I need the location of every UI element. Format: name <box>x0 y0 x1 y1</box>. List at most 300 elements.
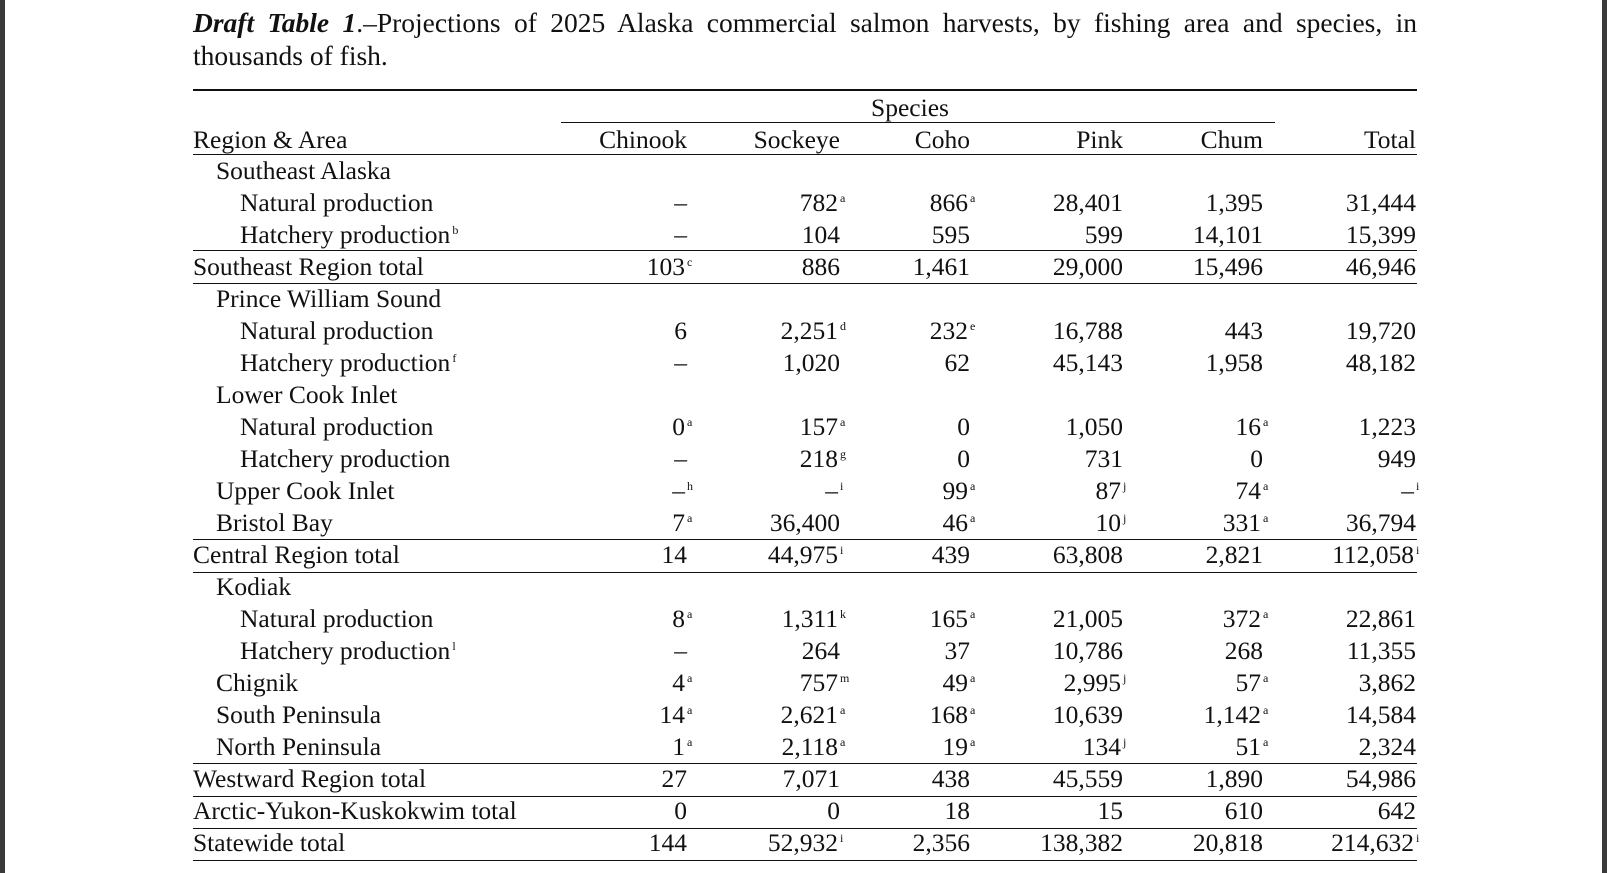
cell-value: 1,395 <box>1205 188 1263 217</box>
cell-sockeye <box>700 763 840 795</box>
cell-value: 27 <box>661 764 687 793</box>
cell-value: 1,142 <box>1203 700 1261 729</box>
cell-value: 134 <box>1082 732 1121 761</box>
cell-value: 54,986 <box>1345 764 1416 793</box>
cell-value: 1,461 <box>912 252 970 281</box>
row-label <box>216 571 291 603</box>
cell-value: 268 <box>1224 636 1263 665</box>
row-label <box>216 507 333 539</box>
cell-coho: 168 a <box>929 700 976 729</box>
row-label-text: Kodiak <box>216 572 292 601</box>
cell-chum: 74 a <box>1235 476 1269 505</box>
cell-sockeye: 52,932 i <box>767 828 844 857</box>
cell-value: 14 <box>659 700 685 729</box>
cell-value: 599 <box>1084 220 1123 249</box>
cell-value: 144 <box>648 828 687 857</box>
cell-coho: 19 a <box>942 732 976 761</box>
cell-chinook <box>547 219 687 251</box>
row-label-text: Statewide total <box>193 828 346 857</box>
cell-value: 642 <box>1377 796 1416 825</box>
cell-coho: 46 a <box>942 508 976 537</box>
cell-total <box>1276 251 1416 283</box>
cell-chinook: 4 a <box>672 668 693 697</box>
row-label: Hatchery production b <box>240 220 459 249</box>
cell-total: 214,632 i <box>1331 828 1420 857</box>
cell-value: 36,400 <box>769 508 840 537</box>
cell-pink <box>983 763 1123 795</box>
cell-value: 99 <box>942 476 968 505</box>
row-label-text: North Peninsula <box>216 732 382 761</box>
cell-chinook <box>547 315 687 347</box>
row-label-text: Bristol Bay <box>216 508 333 537</box>
cell-value: 6 <box>674 316 687 345</box>
cell-sockeye: 2,251 d <box>780 316 846 345</box>
cell-value: 14 <box>661 540 687 569</box>
cell-value: 51 <box>1235 732 1261 761</box>
cell-value: 7 <box>672 508 685 537</box>
cell-value: 439 <box>931 540 970 569</box>
cell-value: 1,958 <box>1205 348 1263 377</box>
row-label-text: Central Region total <box>193 540 400 569</box>
cell-value: 10,639 <box>1052 700 1123 729</box>
cell-value: 218 <box>799 444 838 473</box>
cell-chinook: 14 a <box>659 700 693 729</box>
cell-value: – <box>674 220 687 249</box>
cell-value: 3,862 <box>1358 668 1416 697</box>
cell-coho <box>830 411 970 443</box>
row-label: Hatchery production f <box>240 348 457 377</box>
row-label <box>216 667 298 699</box>
cell-value: 45,143 <box>1052 348 1123 377</box>
cell-value: 0 <box>674 796 687 825</box>
cell-value: 103 <box>646 252 685 281</box>
cell-value: 1,050 <box>1065 412 1123 441</box>
rule-before-southeast-total <box>193 250 1417 251</box>
header-coho: Coho <box>914 125 970 154</box>
cell-chum: 331 a <box>1222 508 1269 537</box>
cell-pink <box>983 347 1123 379</box>
row-label <box>216 731 381 763</box>
cell-total <box>1276 315 1416 347</box>
cell-value: 20,818 <box>1192 828 1263 857</box>
table-row <box>0 187 1607 219</box>
cell-chum: 1,142 a <box>1203 700 1269 729</box>
cell-chinook <box>547 827 687 859</box>
cell-total <box>1276 795 1416 827</box>
table-row <box>0 699 1607 731</box>
cell-value: 443 <box>1224 316 1263 345</box>
cell-total <box>1276 347 1416 379</box>
cell-total: – i <box>1401 476 1420 505</box>
row-label-text: Hatchery production <box>240 348 451 377</box>
header-region-area: Region & Area <box>193 125 348 154</box>
cell-value: 0 <box>957 444 970 473</box>
cell-value: 10 <box>1095 508 1121 537</box>
cell-pink <box>983 411 1123 443</box>
table-total-row <box>0 539 1607 571</box>
cell-chinook: 0 a <box>672 412 693 441</box>
cell-value: 10,786 <box>1052 636 1123 665</box>
cell-value: 11,355 <box>1346 636 1416 665</box>
table-total-row <box>0 251 1607 283</box>
cell-value: 1,223 <box>1358 412 1416 441</box>
cell-pink <box>983 795 1123 827</box>
cell-chum <box>1123 635 1263 667</box>
cell-value: 2,621 <box>780 700 838 729</box>
cell-value: 2,821 <box>1205 540 1263 569</box>
cell-sockeye: 218 g <box>799 444 846 473</box>
header-total: Total <box>1363 125 1416 154</box>
top-rule <box>193 89 1417 91</box>
row-label <box>216 699 381 731</box>
cell-value: 14,101 <box>1192 220 1263 249</box>
row-label: Hatchery production l <box>240 636 456 665</box>
cell-chum: 16 a <box>1235 412 1269 441</box>
cell-value: 157 <box>799 412 838 441</box>
cell-chum <box>1123 347 1263 379</box>
cell-value: 2,356 <box>912 828 970 857</box>
cell-value: 16 <box>1235 412 1261 441</box>
cell-value: 63,808 <box>1052 540 1123 569</box>
cell-value: – <box>674 188 687 217</box>
table-row <box>0 379 1607 411</box>
cell-coho <box>830 443 970 475</box>
row-label <box>216 379 397 411</box>
cell-value: 15 <box>1097 796 1123 825</box>
row-label-text: Chignik <box>216 668 299 697</box>
cell-chum: 57 a <box>1235 668 1269 697</box>
table-total-row <box>0 795 1607 827</box>
table-row <box>0 731 1607 763</box>
cell-coho: 99 a <box>942 476 976 505</box>
cell-value: 29,000 <box>1052 252 1123 281</box>
table-row <box>0 571 1607 603</box>
cell-value: 1,020 <box>782 348 840 377</box>
row-label-text: Hatchery production <box>240 220 451 249</box>
cell-total <box>1276 635 1416 667</box>
cell-value: 19 <box>942 732 968 761</box>
row-label <box>193 795 517 827</box>
cell-value: 438 <box>931 764 970 793</box>
header-chum: Chum <box>1200 125 1263 154</box>
cell-value: 4 <box>672 668 685 697</box>
cell-value: 18 <box>944 796 970 825</box>
cell-chinook <box>547 187 687 219</box>
cell-sockeye: 2,118 a <box>781 732 846 761</box>
table-row <box>0 443 1607 475</box>
cell-chum <box>1123 795 1263 827</box>
cell-value: – <box>825 476 838 505</box>
row-label-text: Westward Region total <box>193 764 427 793</box>
cell-value: – <box>674 348 687 377</box>
table-row <box>0 635 1607 667</box>
cell-chum: 51 a <box>1235 732 1269 761</box>
row-label-text: Southeast Alaska <box>216 156 391 185</box>
row-label-text: Upper Cook Inlet <box>216 476 395 505</box>
rule-after-central-total <box>193 572 1417 573</box>
cell-value: 595 <box>931 220 970 249</box>
cell-total <box>1276 763 1416 795</box>
cell-coho: 866 a <box>929 188 976 217</box>
cell-pink: 2,995 j <box>1063 668 1127 697</box>
cell-value: – <box>1401 476 1414 505</box>
cell-value: 731 <box>1084 444 1123 473</box>
cell-value: 31,444 <box>1345 188 1416 217</box>
cell-chum <box>1123 187 1263 219</box>
cell-chinook <box>547 763 687 795</box>
cell-coho: 49 a <box>942 668 976 697</box>
cell-coho <box>830 763 970 795</box>
cell-sockeye <box>700 251 840 283</box>
cell-value: 168 <box>929 700 968 729</box>
cell-sockeye: 157 a <box>799 412 846 441</box>
table-row <box>0 603 1607 635</box>
cell-value: 37 <box>944 636 970 665</box>
table-row <box>0 219 1607 251</box>
cell-chinook: 7 a <box>672 508 693 537</box>
row-label <box>240 603 433 635</box>
cell-pink <box>983 443 1123 475</box>
table-row <box>0 155 1607 187</box>
row-label-text: Prince William Sound <box>216 284 442 313</box>
rule-after-ayk-total <box>193 828 1417 829</box>
cell-chum <box>1123 827 1263 859</box>
cell-pink <box>983 315 1123 347</box>
cell-coho <box>830 251 970 283</box>
cell-coho: 232 e <box>929 316 976 345</box>
row-label-text: Southeast Region total <box>193 252 424 281</box>
cell-value: 886 <box>801 252 840 281</box>
table-total-row <box>0 763 1607 795</box>
cell-pink <box>983 251 1123 283</box>
cell-value: – <box>674 636 687 665</box>
cell-value: 49 <box>942 668 968 697</box>
cell-value: – <box>674 444 687 473</box>
cell-chum <box>1123 251 1263 283</box>
cell-coho <box>830 347 970 379</box>
cell-total <box>1276 219 1416 251</box>
row-label-text: Natural production <box>240 412 434 441</box>
cell-value: 62 <box>944 348 970 377</box>
cell-total <box>1276 411 1416 443</box>
row-label-text: Arctic-Yukon-Kuskokwim total <box>193 796 517 825</box>
cell-chinook <box>547 795 687 827</box>
row-label <box>240 411 433 443</box>
cell-value: 949 <box>1377 444 1416 473</box>
cell-value: 45,559 <box>1052 764 1123 793</box>
row-label <box>216 283 441 315</box>
cell-value: 8 <box>672 604 685 633</box>
cell-value: 0 <box>1250 444 1263 473</box>
table-total-row <box>0 827 1607 859</box>
row-label <box>193 763 426 795</box>
cell-value: 74 <box>1235 476 1261 505</box>
row-label-text: South Peninsula <box>216 700 382 729</box>
table-row <box>0 507 1607 539</box>
cell-coho <box>830 827 970 859</box>
row-label-text: Natural production <box>240 604 434 633</box>
cell-value: 0 <box>672 412 685 441</box>
cell-sockeye: 782 a <box>799 188 846 217</box>
cell-total <box>1276 443 1416 475</box>
cell-sockeye <box>700 507 840 539</box>
cell-pink: 134 j <box>1082 732 1127 761</box>
cell-total <box>1276 187 1416 219</box>
cell-value: 36,794 <box>1345 508 1416 537</box>
table-label: Draft Table 1 <box>193 7 357 38</box>
cell-sockeye: 2,621 a <box>780 700 846 729</box>
cell-value: 2,251 <box>780 316 838 345</box>
cell-value: 104 <box>801 220 840 249</box>
cell-value: 28,401 <box>1052 188 1123 217</box>
row-label-text: Hatchery production <box>240 444 451 473</box>
rule-after-westward-total <box>193 796 1417 797</box>
cell-value: 57 <box>1235 668 1261 697</box>
cell-sockeye: 1,311 k <box>781 604 846 633</box>
bottom-rule <box>193 860 1417 861</box>
row-label <box>193 251 424 283</box>
cell-pink <box>983 827 1123 859</box>
cell-value: 782 <box>799 188 838 217</box>
cell-value: 1,311 <box>781 604 838 633</box>
cell-chinook <box>547 347 687 379</box>
header-sockeye: Sockeye <box>753 125 840 154</box>
cell-value: 44,975 <box>767 540 838 569</box>
row-label <box>193 827 345 859</box>
cell-chinook <box>547 443 687 475</box>
cell-value: 46,946 <box>1345 252 1416 281</box>
table-row <box>0 411 1607 443</box>
cell-chinook: 8 a <box>672 604 693 633</box>
cell-coho <box>830 219 970 251</box>
header-chinook: Chinook <box>599 125 687 154</box>
cell-chinook <box>547 635 687 667</box>
species-spanner-header: Species <box>871 93 949 122</box>
cell-value: 165 <box>929 604 968 633</box>
table-row <box>0 347 1607 379</box>
cell-sockeye <box>700 347 840 379</box>
row-label <box>240 187 433 219</box>
rule-before-central-total <box>193 539 1417 540</box>
cell-chum <box>1123 539 1263 571</box>
cell-coho: 165 a <box>929 604 976 633</box>
cell-chum: 372 a <box>1222 604 1269 633</box>
cell-sockeye: – i <box>825 476 844 505</box>
table-row <box>0 315 1607 347</box>
cell-value: 7,071 <box>782 764 840 793</box>
row-label-text: Natural production <box>240 188 434 217</box>
cell-value: 2,324 <box>1358 732 1416 761</box>
cell-chum <box>1123 763 1263 795</box>
cell-sockeye: 757 m <box>799 668 850 697</box>
table-row <box>0 283 1607 315</box>
cell-sockeye: 44,975 i <box>767 540 844 569</box>
cell-total: 112,058 i <box>1332 540 1420 569</box>
cell-value: 15,496 <box>1192 252 1263 281</box>
cell-sockeye <box>700 795 840 827</box>
cell-pink <box>983 699 1123 731</box>
cell-pink: 10 j <box>1095 508 1127 537</box>
rule-before-westward-total <box>193 763 1417 764</box>
cell-value: 2,118 <box>781 732 838 761</box>
cell-pink <box>983 219 1123 251</box>
cell-value: 19,720 <box>1345 316 1416 345</box>
cell-chinook <box>547 539 687 571</box>
cell-value: 46 <box>942 508 968 537</box>
cell-sockeye <box>700 219 840 251</box>
cell-value: 21,005 <box>1052 604 1123 633</box>
row-label <box>193 539 400 571</box>
cell-value: 866 <box>929 188 968 217</box>
cell-value: 22,861 <box>1345 604 1416 633</box>
caption-text: .–Projections of 2025 Alaska commercial salmon harvests, by fishing area and species, in thousands of fish. <box>193 7 1417 71</box>
cell-value: 112,058 <box>1332 540 1414 569</box>
row-label-text: Hatchery production <box>240 636 451 665</box>
cell-total <box>1276 507 1416 539</box>
cell-total <box>1276 603 1416 635</box>
cell-value: 214,632 <box>1331 828 1414 857</box>
cell-chum <box>1123 443 1263 475</box>
cell-value: 48,182 <box>1345 348 1416 377</box>
cell-coho <box>830 635 970 667</box>
row-label <box>240 443 450 475</box>
row-label-text: Natural production <box>240 316 434 345</box>
cell-value: 15,399 <box>1345 220 1416 249</box>
cell-value: 0 <box>957 412 970 441</box>
cell-value: 16,788 <box>1052 316 1123 345</box>
cell-pink: 87 j <box>1095 476 1127 505</box>
cell-total <box>1276 699 1416 731</box>
cell-coho <box>830 539 970 571</box>
spanner-rule <box>561 122 1275 123</box>
rule-after-southeast-total <box>193 283 1417 284</box>
table-row <box>0 475 1607 507</box>
cell-value: 87 <box>1095 476 1121 505</box>
cell-chinook: 1 a <box>672 732 693 761</box>
row-label-text: Lower Cook Inlet <box>216 380 398 409</box>
cell-value: 757 <box>799 668 838 697</box>
cell-value: 0 <box>827 796 840 825</box>
header-pink: Pink <box>1076 125 1123 154</box>
cell-total <box>1276 731 1416 763</box>
cell-chinook: 103c <box>646 252 693 281</box>
cell-value: 52,932 <box>767 828 838 857</box>
cell-pink <box>983 635 1123 667</box>
cell-value: 14,584 <box>1345 700 1416 729</box>
cell-pink <box>983 603 1123 635</box>
cell-chinook: – h <box>672 476 693 505</box>
cell-chum <box>1123 219 1263 251</box>
cell-pink <box>983 187 1123 219</box>
table-row <box>0 667 1607 699</box>
row-label <box>240 315 433 347</box>
cell-chum <box>1123 315 1263 347</box>
cell-sockeye <box>700 635 840 667</box>
cell-value: 372 <box>1222 604 1261 633</box>
cell-value: – <box>672 476 685 505</box>
cell-value: 232 <box>929 316 968 345</box>
cell-value: 1,890 <box>1205 764 1263 793</box>
cell-value: 264 <box>801 636 840 665</box>
cell-value: 610 <box>1224 796 1263 825</box>
cell-pink <box>983 539 1123 571</box>
row-label <box>216 475 394 507</box>
cell-total <box>1276 667 1416 699</box>
cell-value: 2,995 <box>1063 668 1121 697</box>
cell-value: 138,382 <box>1040 828 1123 857</box>
table-caption <box>193 6 1417 72</box>
row-label <box>216 155 391 187</box>
